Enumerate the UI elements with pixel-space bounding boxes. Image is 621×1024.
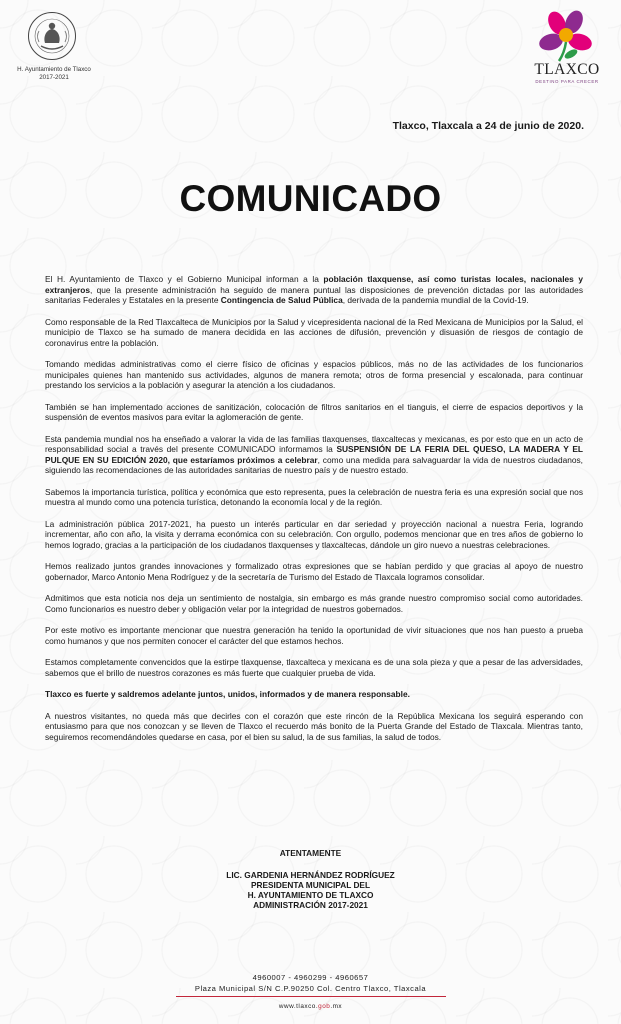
paragraph-visitors: A nuestros visitantes, no queda más que decirles con el corazón que este rincón de la República Mexicana los seguirá esperando con entusiasmo para que nos conozcan y se lleven de Tlaxco el recuerdo más bonito de la Puerta Grande del Estado de Tlaxcala. Mientras tanto, seguiremos recomendándoles quedarse en casa, por el bien su salud, la de sus familias, la salud de todos. [45,710,583,742]
signature-block [0,848,621,910]
coat-of-arms-seal-icon [27,11,77,61]
paragraph-motto: Tlaxco es fuerte y saldremos adelante juntos, unidos, informados y de manera responsable. [45,689,410,699]
logo-wordmark: TLAXCO [534,61,600,78]
date-line: Tlaxco, Tlaxcala a 24 de junio de 2020. [392,120,584,132]
footer-website: www.tlaxco.gob.mx [278,1003,343,1010]
paragraph-intro: El H. Ayuntamiento de Tlaxco y el Gobierno Municipal informan a la población tlaxquense, así como turistas locales, nacionales y extranjeros, que la presente administración ha seguido de manera puntual las disposiciones de prevención dictadas por las autoridades sanitarias Federales y Estatales en la presente Contingencia de Salud Pública, derivada de la pandemia mundial de la Covid-19. [45,274,583,305]
seal-caption-period: 2017-2021 [39,73,69,81]
paragraph-generation: Por este motivo es importante mencionar que nuestra generación ha tenido la oportunidad de vivir situaciones que nos han puesto a prueba como humanos y que nos permiten conocer el carácter del que estamos hechos. [45,625,583,646]
signature-org: H. AYUNTAMIENTO DE TLAXCO [247,890,374,900]
footer-phones: 4960007 - 4960299 - 4960657 [252,973,369,982]
tlaxco-flower-logo-icon [537,9,595,63]
letter-body [45,274,583,753]
paragraph-administration: La administración pública 2017-2021, ha puesto un interés particular en dar seriedad y proyección nacional a nuestra Feria, logrando incrementar, año con año, la visita y derrama económica con su celebración. Con orgullo, podemos mencionar que en tres años de gobierno lo hemos logrado, gracias a la participación de los ciudadanos tlaxquenses y tlaxcaltecas, dándole un giro nuevo a nuestras celebraciones. [45,518,583,550]
logo-tagline: DESTINO PARA CRECER [535,79,599,84]
paragraph-health-network: Como responsable de la Red Tlaxcalteca de Municipios por la Salud y vicepresidenta nacional de la Red Mexicana de Municipios por la Salud, el municipio de Tlaxco se ha sumado de manera decidida en las acciones de difusión, prevención y disuasión de riesgos de contagio de coronavirus entre la población. [45,316,583,348]
paragraph-innovations: Hemos realizado juntos grandes innovaciones y formalizado otras expresiones que se habían perdido y que gracias al apoyo de nuestro gobernador, Marco Antonio Mena Rodríguez y de la secretaría de Turismo del Estado de Tlaxcala logramos consolidar. [45,561,583,582]
seal-caption [8,66,100,81]
signature-name: LIC. GARDENIA HERNÁNDEZ RODRÍGUEZ [226,870,395,880]
seal-caption-name: H. Ayuntamiento de Tlaxco [17,66,91,73]
signature-closing: ATENTAMENTE [279,848,342,858]
footer-divider [176,996,446,997]
paragraph-nostalgia: Admitimos que esta noticia nos deja un sentimiento de nostalgia, sin embargo es más grande nuestro compromiso social como autoridades. Como funcionarios es nuestro deber y obligación velar por la integridad de nuestros gobernados. [45,593,583,614]
paragraph-conviction: Estamos completamente convencidos que la estirpe tlaxquense, tlaxcalteca y mexicana es de una sola pieza y que a pesar de las adversidades, sabemos que el brillo de nuestros corazones es más fuerte que cualquier prueba de vida. [45,657,583,678]
footer-address: Plaza Municipal S/N C.P.90250 Col. Centro Tlaxco, Tlaxcala [194,984,427,993]
page-title: COMUNICADO [179,178,442,219]
paragraph-importance: Sabemos la importancia turística, política y económica que esto representa, pues la celebración de nuestra feria es una expresión social que nos muestra al mundo como una potencia turística, detonando la economía local y de la región. [45,486,583,507]
signature-role: PRESIDENTA MUNICIPAL DEL [250,880,371,890]
signature-period: ADMINISTRACIÓN 2017-2021 [253,900,368,910]
paragraph-administrative-measures: Tomando medidas administrativas como el cierre físico de oficinas y espacios públicos, más no de las actividades de los funcionarios municipales quienes han mantenido sus actividades, algunos de manera remota; otros de forma presencial y escalonada, para continuar prestando los servicios a la población y asegurar la atención a los ciudadanos. [45,359,583,390]
paragraph-fair-suspension: Esta pandemia mundial nos ha enseñado a valorar la vida de las familias tlaxquenses, tlaxcaltecas y mexicanas, es por esto que en un acto de responsabilidad social a través del presente COMUNICADO informamos la SUSPENSIÓN DE LA FERIA DEL QUESO, LA MADERA Y EL PULQUE EN SU EDICIÓN 2020, que estaríamos próximos a celebrar, como una medida para salvaguardar la vida de nuestros ciudadanos, siguiendo las recomendaciones de las autoridades sanitarias de nuestro país y de nuestro estado. [45,433,583,475]
paragraph-sanitization: También se han implementado acciones de sanitización, colocación de filtros sanitarios en el tianguis, el cierre de espacios deportivos y la suspensión de eventos masivos para evitar la aglomeración de gente. [45,401,583,422]
footer [0,972,621,1012]
